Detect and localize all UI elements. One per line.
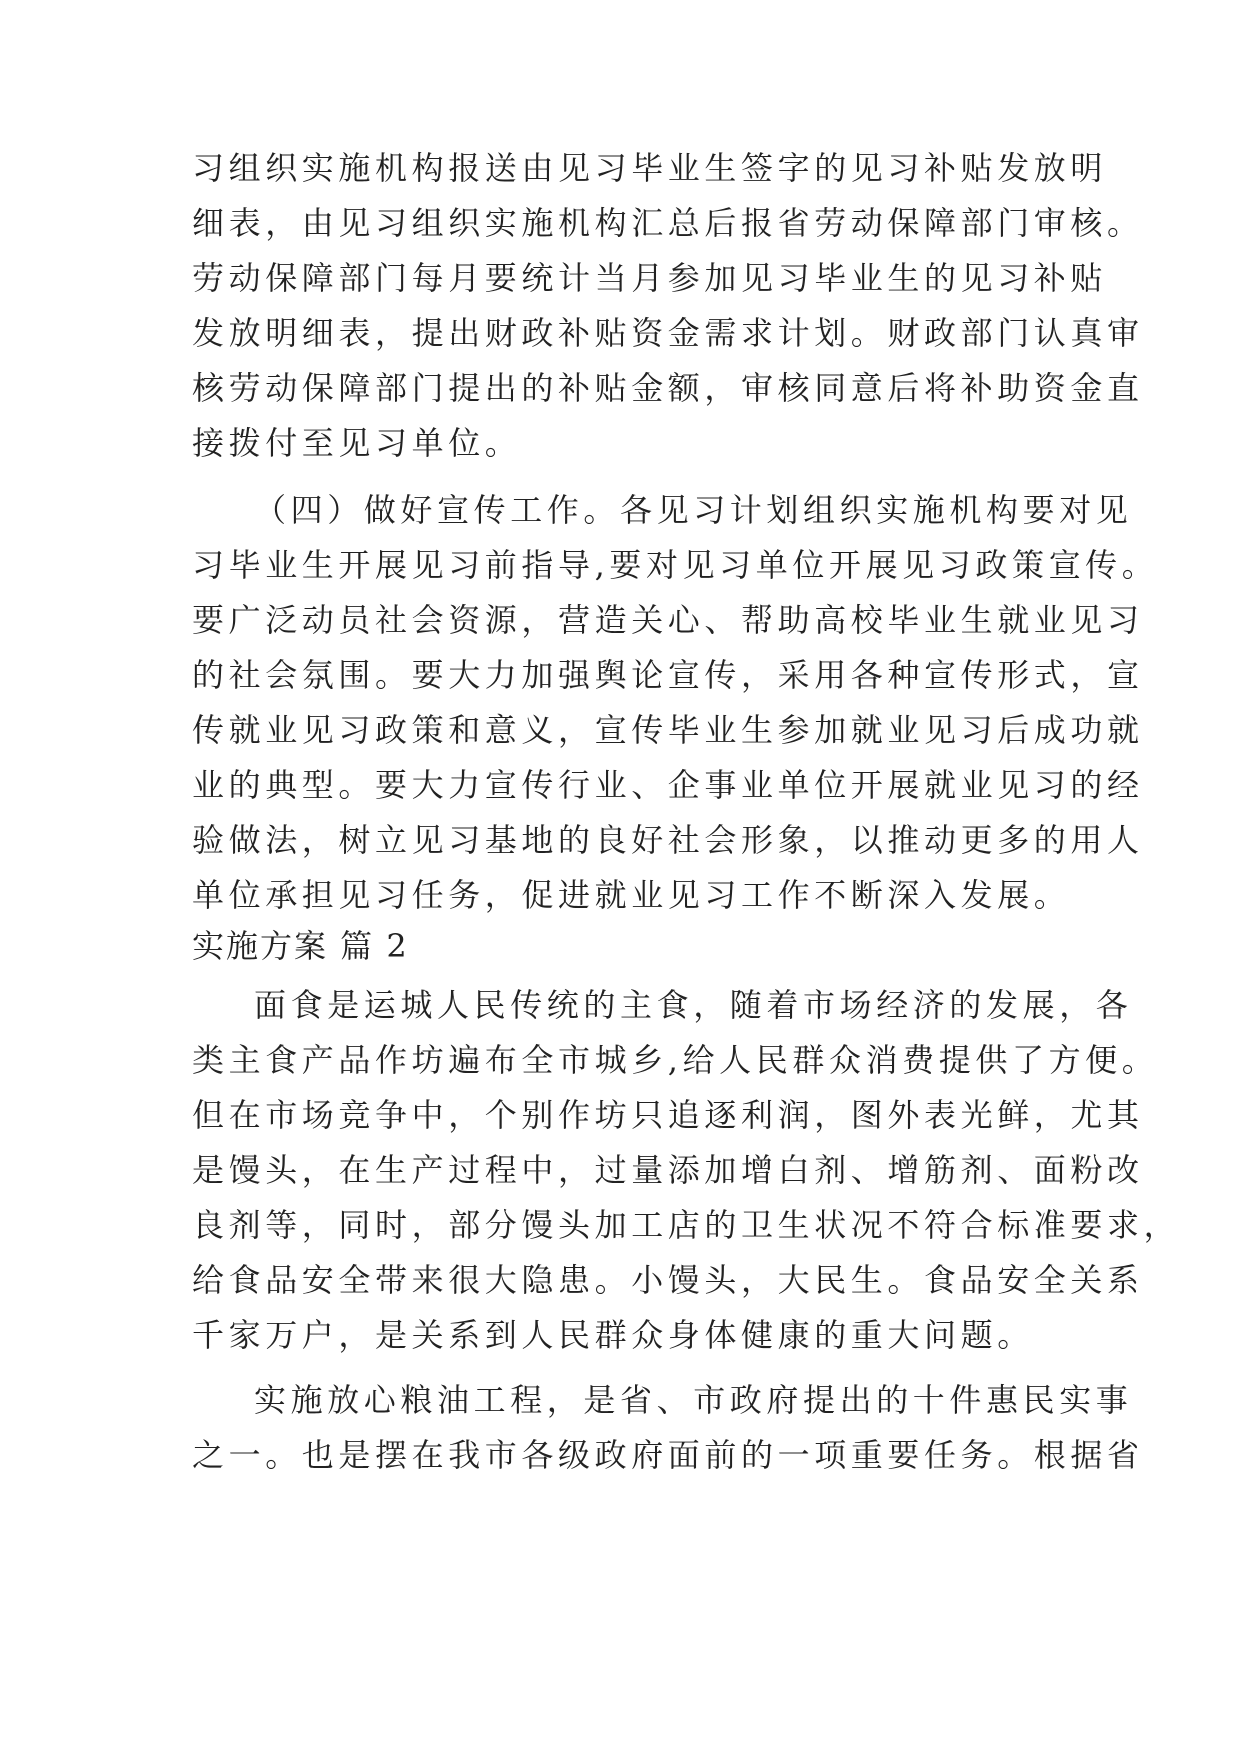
text-line: 良剂等，同时，部分馒头加工店的卫生状况不符合标准要求， <box>192 1206 1181 1244</box>
section-four-heading-line: （四）做好宣传工作。各见习计划组织实施机构要对见 <box>254 491 1133 529</box>
text-line: 习毕业生开展见习前指导,要对见习单位开展见习政策宣传。 <box>192 546 1159 584</box>
text-line: 单位承担见习任务，促进就业见习工作不断深入发展。 <box>192 876 1071 914</box>
text-line: 劳动保障部门每月要统计当月参加见习毕业生的见习补贴 <box>192 259 1108 297</box>
section-title: 实施方案 篇 2 <box>192 927 409 965</box>
text-line: 的社会氛围。要大力加强舆论宣传，采用各种宣传形式，宣 <box>192 656 1144 694</box>
text-line: 但在市场竞争中，个别作坊只追逐利润，图外表光鲜，尤其 <box>192 1096 1144 1134</box>
text-line: 习组织实施机构报送由见习毕业生签字的见习补贴发放明 <box>192 149 1108 187</box>
text-line: 之一。也是摆在我市各级政府面前的一项重要任务。根据省 <box>192 1436 1144 1474</box>
text-line: 是馒头，在生产过程中，过量添加增白剂、增筋剂、面粉改 <box>192 1151 1144 1189</box>
text-line: 验做法，树立见习基地的良好社会形象，以推动更多的用人 <box>192 821 1144 859</box>
text-line: 类主食产品作坊遍布全市城乡,给人民群众消费提供了方便。 <box>192 1041 1159 1079</box>
text-line: 要广泛动员社会资源，营造关心、帮助高校毕业生就业见习 <box>192 601 1144 639</box>
text-line: 千家万户，是关系到人民群众身体健康的重大问题。 <box>192 1316 1034 1354</box>
text-line: 面食是运城人民传统的主食，随着市场经济的发展，各 <box>254 986 1133 1024</box>
text-line: 给食品安全带来很大隐患。小馒头，大民生。食品安全关系 <box>192 1261 1144 1299</box>
text-line: 接拨付至见习单位。 <box>192 424 522 462</box>
text-line: 核劳动保障部门提出的补贴金额，审核同意后将补助资金直 <box>192 369 1144 407</box>
text-line: 发放明细表，提出财政补贴资金需求计划。财政部门认真审 <box>192 314 1144 352</box>
text-line: 实施放心粮油工程，是省、市政府提出的十件惠民实事 <box>254 1381 1133 1419</box>
text-line: 传就业见习政策和意义，宣传毕业生参加就业见习后成功就 <box>192 711 1144 749</box>
text-line: 业的典型。要大力宣传行业、企事业单位开展就业见习的经 <box>192 766 1144 804</box>
text-line: 细表，由见习组织实施机构汇总后报省劳动保障部门审核。 <box>192 204 1144 242</box>
